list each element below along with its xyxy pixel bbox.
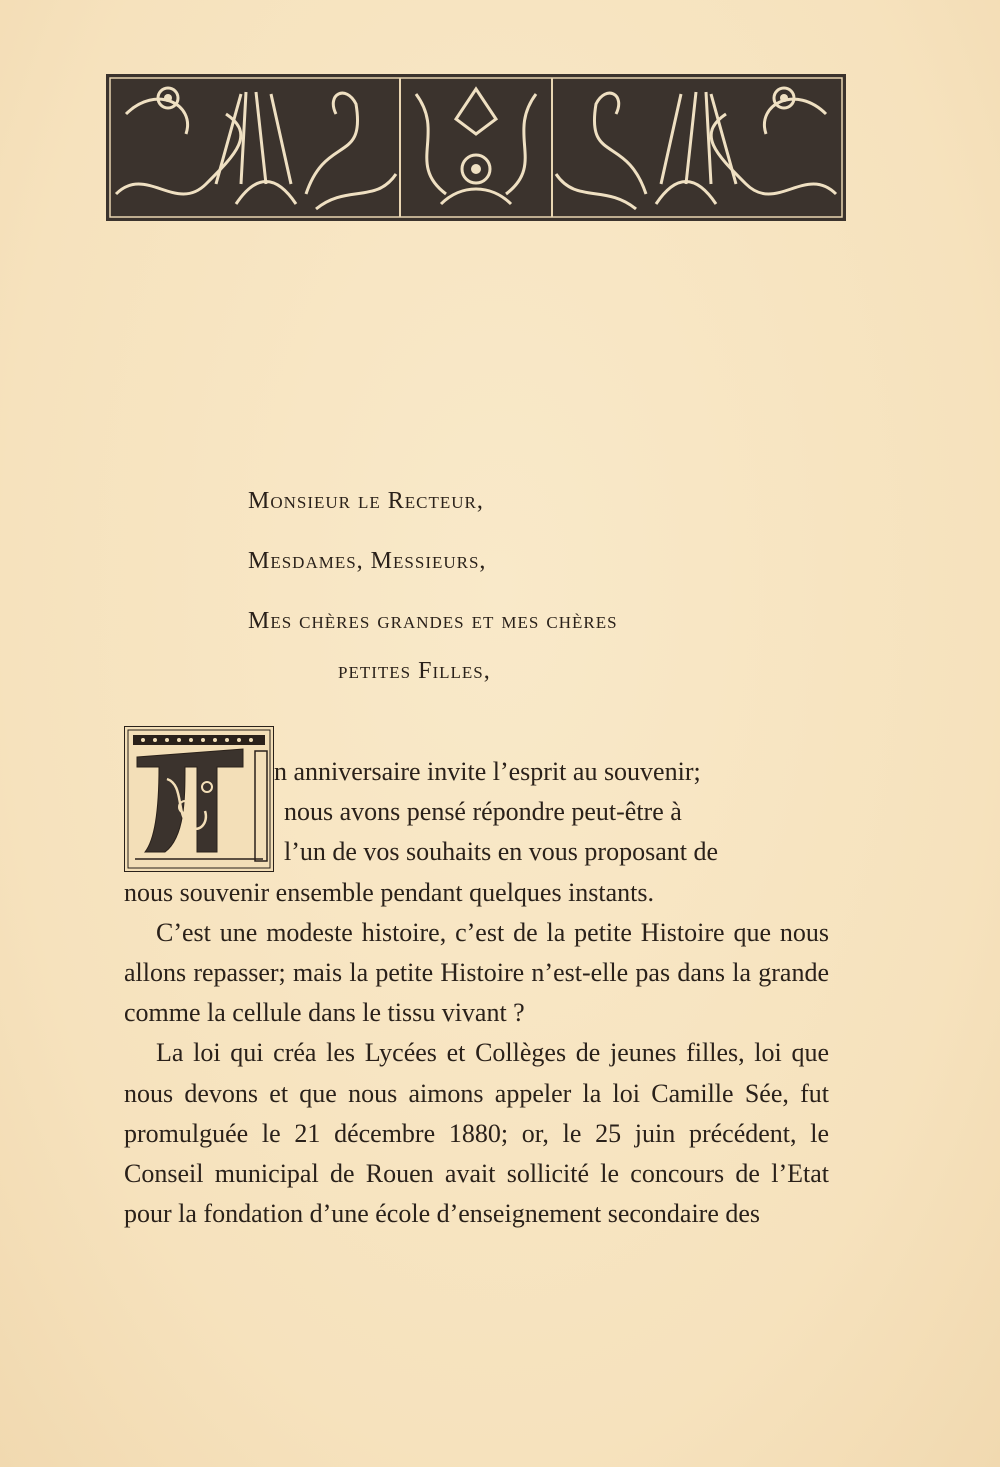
decorative-headpiece-icon <box>106 74 846 221</box>
salutation-line-4: petites Filles, <box>338 658 491 684</box>
paragraph-3: La loi qui créa les Lycées et Collèges de jeunes filles, loi que nous devons et que nous aimons appeler la loi Camille Sée, fut promulguée le 21 décembre 1880; or, le 25 juin précédent, le Conseil municipal de Rouen avait sollicité le concours de l’Etat pour la fondation d’une école d’enseignement secondaire des <box>124 1038 829 1229</box>
paragraph-2: C’est une modeste histoire, c’est de la petite Histoire que nous allons repasser; mais la petite Histoire n’est-elle pas dans la grande comme la cellule dans le tissu vivant ? <box>124 917 829 1028</box>
body-text <box>124 752 829 1234</box>
salutation-line-1: Monsieur le Recteur, <box>248 488 484 514</box>
paragraph-1-line-2: nous avons pensé répondre peut-être à <box>284 797 682 827</box>
paragraph-1-rest: nous souvenir ensemble pendant quelques instants. <box>124 877 655 907</box>
salutation-line-2: Mesdames, Messieurs, <box>248 548 487 574</box>
paragraph-1-line-3: l’un de vos souhaits en vous proposant de <box>284 837 719 867</box>
salutation-line-3: Mes chères grandes et mes chères <box>248 608 618 634</box>
paragraph-1-line-1: n anniversaire invite l’esprit au souvenir; <box>274 757 701 786</box>
